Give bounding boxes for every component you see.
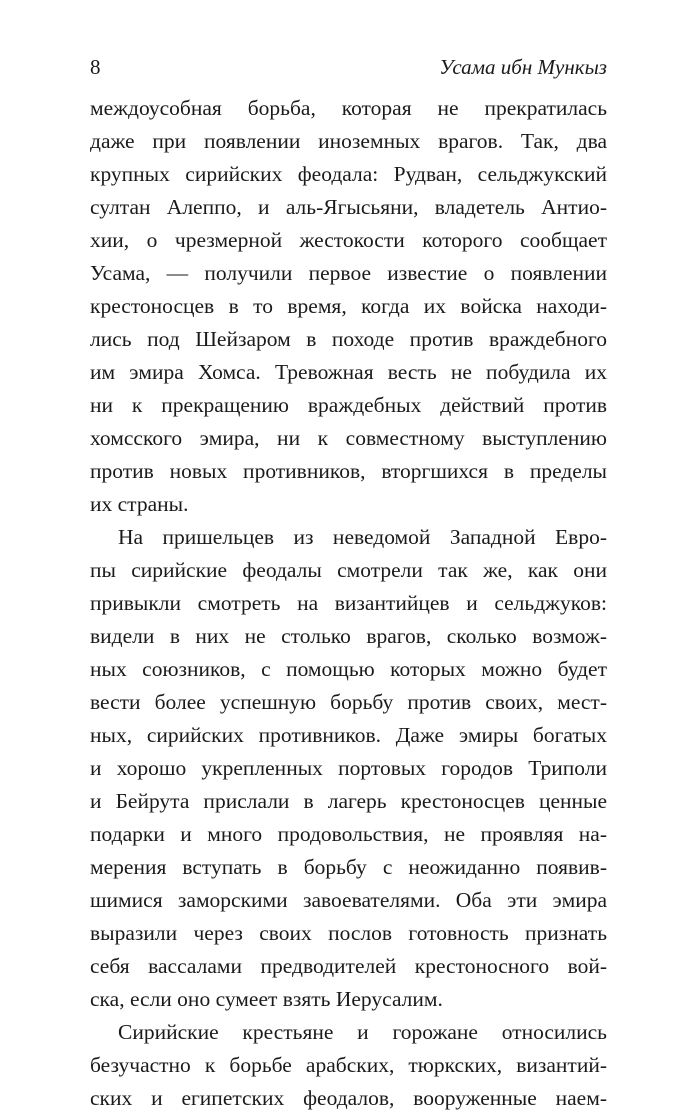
text-line: ных, сирийских противников. Даже эмиры богатых bbox=[90, 723, 607, 747]
text-line: себя вассалами предводителей крестоносного вой- bbox=[90, 954, 607, 978]
text-line: и Бейрута прислали в лагерь крестоносцев ценные bbox=[90, 789, 607, 813]
text-line: вести более успешную борьбу против своих, мест- bbox=[90, 690, 607, 714]
text-line: ских и египетских феодалов, вооруженные наем- bbox=[90, 1086, 607, 1110]
text-line: Сирийские крестьяне и горожане относились bbox=[118, 1020, 607, 1044]
paragraph bbox=[90, 1016, 607, 1115]
text-line: На пришельцев из неведомой Западной Евро- bbox=[118, 525, 607, 549]
text-line: выразили через своих послов готовность признать bbox=[90, 921, 607, 945]
text-line: против новых противников, вторгшихся в пределы bbox=[90, 459, 607, 483]
text-line: крупных сирийских феодала: Рудван, сельджукский bbox=[90, 162, 607, 186]
text-line: безучастно к борьбе арабских, тюркских, византий- bbox=[90, 1053, 607, 1077]
text-line: и хорошо укрепленных портовых городов Триполи bbox=[90, 756, 607, 780]
text-line: привыкли смотреть на византийцев и сельджуков: bbox=[90, 591, 607, 615]
text-line: крестоносцев в то время, когда их войска находи- bbox=[90, 294, 607, 318]
page-number: 8 bbox=[90, 55, 101, 79]
text-line: им эмира Хомса. Тревожная весть не побудила их bbox=[90, 360, 607, 384]
text-line: ска, если оно сумеет взять Иерусалим. bbox=[90, 987, 443, 1011]
body-text bbox=[90, 92, 607, 1115]
text-line: султан Алеппо, и аль-Ягысьяни, владетель Антио- bbox=[90, 195, 607, 219]
text-line: мерения вступать в борьбу с неожиданно появив- bbox=[90, 855, 607, 879]
text-line: шимися заморскими завоевателями. Оба эти эмира bbox=[90, 888, 607, 912]
text-line: хомсского эмира, ни к совместному выступлению bbox=[90, 426, 607, 450]
text-line: видели в них не столько врагов, сколько возмож- bbox=[90, 624, 607, 648]
text-line: подарки и много продовольствия, не проявляя на- bbox=[90, 822, 607, 846]
text-line: междоусобная борьба, которая не прекратилась bbox=[90, 96, 607, 120]
text-line: их страны. bbox=[90, 492, 189, 516]
paragraph bbox=[90, 521, 607, 1016]
text-line: лись под Шейзаром в походе против враждебного bbox=[90, 327, 607, 351]
text-line: Усама, — получили первое известие о появлении bbox=[90, 261, 607, 285]
text-line: ни к прекращению враждебных действий против bbox=[90, 393, 607, 417]
running-title: Усама ибн Мункыз bbox=[439, 55, 607, 79]
text-line: пы сирийские феодалы смотрели так же, как они bbox=[90, 558, 607, 582]
paragraph bbox=[90, 92, 607, 521]
text-line: ных союзников, с помощью которых можно будет bbox=[90, 657, 607, 681]
text-line: хии, о чрезмерной жестокости которого сообщает bbox=[90, 228, 607, 252]
text-line: даже при появлении иноземных врагов. Так, два bbox=[90, 129, 607, 153]
